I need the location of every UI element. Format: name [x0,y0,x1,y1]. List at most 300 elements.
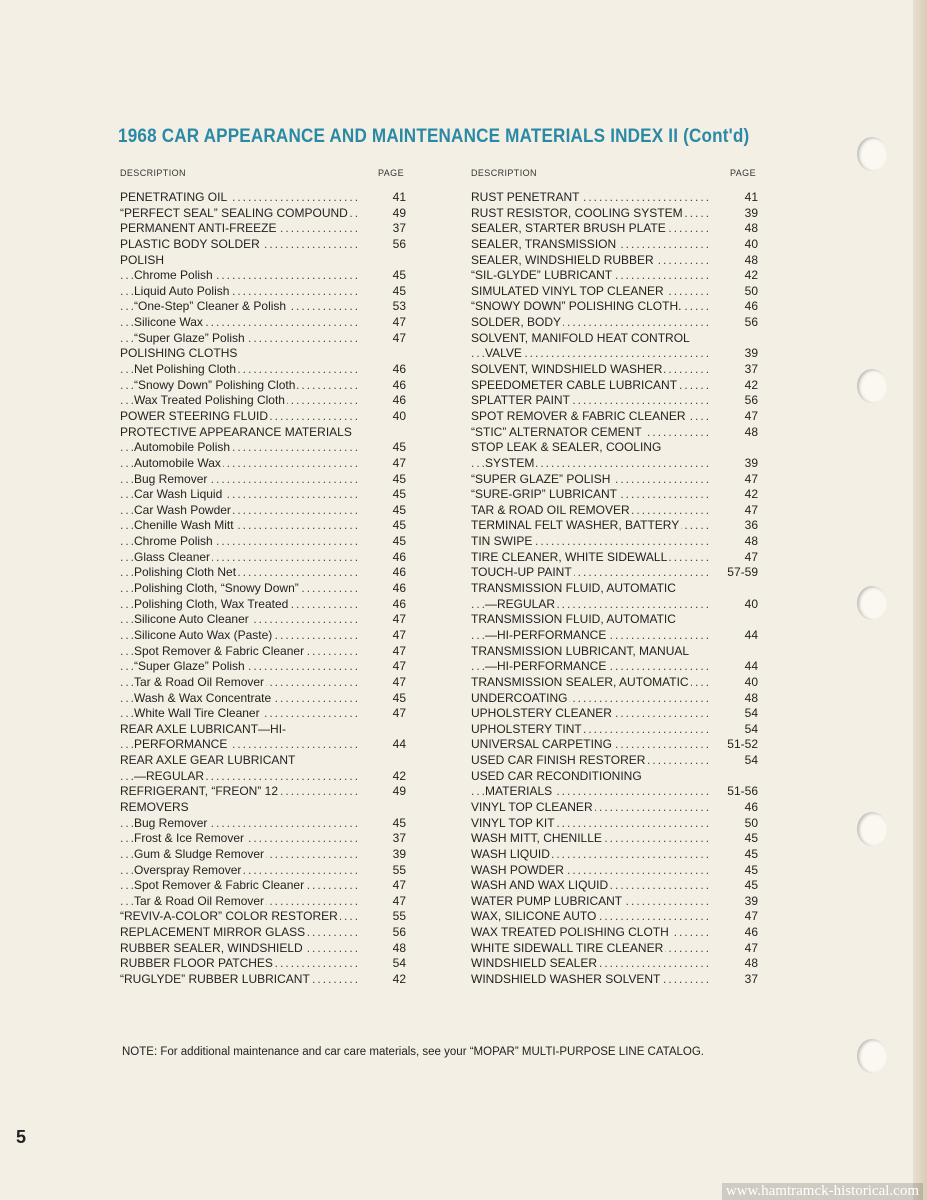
entry-description [120,972,360,988]
entry-label: Liquid Auto Polish [134,283,230,298]
index-entry [120,831,406,847]
index-entry [120,909,406,925]
entry-page: 40 [744,236,758,251]
entry-label: SPOT REMOVER & FABRIC CLEANER [471,408,686,423]
entry-label: —REGULAR [134,768,205,783]
index-entry [471,331,758,347]
index-entry [120,753,406,769]
entry-label: Automobile Polish [134,440,231,455]
index-entry [120,221,406,237]
index-entry [471,221,758,237]
index-entry [471,956,758,972]
index-entry [120,863,406,879]
entry-description [471,956,712,972]
entry-page: 49 [392,205,406,220]
entry-description [471,675,712,691]
entry-description [120,909,360,925]
entry-page: 46 [392,549,406,564]
entry-label: Bug Remover [134,815,208,830]
entry-label: REAR AXLE GEAR LUBRICANT [120,753,296,768]
entry-description [471,206,712,222]
entry-description [471,800,712,816]
index-entry [471,800,758,816]
index-entry [471,378,758,394]
index-entry [471,299,758,315]
index-entry [120,972,406,988]
entry-description [471,284,712,300]
entry-page: 54 [744,753,758,768]
index-entry [471,190,758,206]
entry-label: “One-Step” Cleaner & Polish [134,299,287,314]
entry-description [471,190,712,206]
footnote: NOTE: For additional maintenance and car care materials, see your “MOPAR” MULTI-PURPOSE LINE CATALOG. [122,1046,705,1058]
index-entry [471,534,758,550]
entry-page: 48 [744,534,758,549]
entry-description [471,644,712,660]
entry-description [120,769,360,785]
entry-label: SEALER, STARTER BRUSH PLATE [471,221,666,236]
entry-description [471,878,712,894]
entry-label: Polishing Cloth, “Snowy Down” [134,581,299,596]
entry-label: Net Polishing Cloth [134,362,237,377]
index-entry [120,800,406,816]
entry-description [471,331,712,347]
entry-description [120,863,360,879]
index-entry [120,315,406,331]
index-entry [471,894,758,910]
index-entry [471,612,758,628]
binder-hole [857,369,887,403]
entry-description [120,925,360,941]
entry-label: Polishing Cloth, Wax Treated [134,596,289,611]
entry-description [471,565,712,581]
entry-label: PROTECTIVE APPEARANCE MATERIALS [120,424,352,439]
index-entry [471,941,758,957]
entry-label: TRANSMISSION SEALER, AUTOMATIC [471,674,689,689]
index-entry [471,425,758,441]
index-entry [471,628,758,644]
entry-description [120,816,360,832]
index-list [471,190,758,988]
entry-page: 46 [744,799,758,814]
entry-description [120,440,360,456]
entry-page: 46 [392,362,406,377]
entry-description [120,331,360,347]
entry-page: 44 [744,659,758,674]
entry-page: 36 [744,518,758,533]
index-entry [120,299,406,315]
index-entry [471,706,758,722]
entry-page: 39 [392,846,406,861]
entry-description [120,628,360,644]
entry-page: 54 [392,956,406,971]
entry-label: RUST PENETRANT [471,190,580,204]
entry-label: “SURE-GRIP” LUBRICANT [471,487,618,502]
entry-label: WINDSHIELD WASHER SOLVENT [471,972,661,987]
index-entry [120,956,406,972]
entry-page [712,581,758,597]
entry-label: Tar & Road Oil Remover [134,893,265,908]
entry-page: 40 [744,674,758,689]
index-entry [120,456,406,472]
entry-page: 47 [392,330,406,345]
entry-description [120,565,360,581]
entry-label: SPEEDOMETER CABLE LUBRICANT [471,377,678,392]
index-entry [471,253,758,269]
entry-label: Car Wash Powder [134,502,231,517]
entry-page: 46 [392,393,406,408]
entry-label: USED CAR RECONDITIONING [471,768,642,783]
entry-description [120,675,360,691]
index-entry [471,409,758,425]
entry-description [471,972,712,988]
entry-label: USED CAR FINISH RESTORER [471,753,646,768]
entry-page [712,612,758,628]
entry-description [120,299,360,315]
entry-description [471,409,712,425]
entry-label: TAR & ROAD OIL REMOVER [471,502,630,517]
entry-page: 37 [744,972,758,987]
entry-description [120,503,360,519]
entry-label: SOLVENT, MANIFOLD HEAT CONTROL [471,330,690,345]
entry-description [471,581,712,597]
entry-page: 47 [392,455,406,470]
entry-label: SIMULATED VINYL TOP CLEANER [471,283,664,298]
entry-label: Gum & Sludge Remover [134,846,265,861]
entry-page: 48 [744,221,758,236]
entry-description [471,425,712,441]
entry-description [471,456,712,472]
index-entry [471,237,758,253]
entry-description [471,816,712,832]
entry-description [471,722,712,738]
entry-label: VINYL TOP KIT [471,815,555,830]
entry-label: —REGULAR [485,596,556,611]
entry-label: TERMINAL FELT WASHER, BATTERY [471,518,680,533]
index-entry [471,737,758,753]
entry-page [360,722,406,738]
index-entry [120,206,406,222]
entry-page: 47 [744,471,758,486]
index-entry [120,925,406,941]
index-entry [120,675,406,691]
entry-description [120,737,360,753]
index-entry [471,268,758,284]
entry-page: 39 [744,893,758,908]
entry-label: UNDERCOATING [471,690,568,705]
entry-page: 47 [392,315,406,330]
index-entry [120,346,406,362]
entry-label: “Super Glaze” Polish [134,659,245,674]
entry-label: Silicone Auto Cleaner [134,612,249,627]
entry-description [120,659,360,675]
entry-page: 40 [744,596,758,611]
entry-label: “SNOWY DOWN” POLISHING CLOTH. [471,299,682,314]
entry-label: “PERFECT SEAL” SEALING COMPOUND [120,205,348,220]
entry-page: 45 [392,690,406,705]
entry-page: 45 [744,862,758,877]
watermark: www.hamtramck-historical.com [722,1183,923,1200]
index-entry [471,659,758,675]
entry-label: WASH AND WAX LIQUID [471,878,609,893]
entry-label: SPLATTER PAINT [471,393,570,408]
entry-page: 37 [744,362,758,377]
entry-label: TRANSMISSION FLUID, AUTOMATIC [471,581,676,596]
index-entry [471,565,758,581]
index-entry [471,925,758,941]
entry-description [471,518,712,534]
entry-page: 46 [744,925,758,940]
entry-page: 48 [392,940,406,955]
entry-page: 45 [392,471,406,486]
entry-label: REMOVERS [120,799,189,814]
index-entry [471,769,758,785]
entry-page: 51-52 [727,737,758,752]
entry-description [471,597,712,613]
index-entry [120,472,406,488]
index-entry [120,737,406,753]
index-entry [120,378,406,394]
entry-label: REPLACEMENT MIRROR GLASS [120,925,306,940]
index-entry [471,456,758,472]
index-entry [120,393,406,409]
entry-page: 54 [744,721,758,736]
entry-label: Chenille Wash Mitt [134,518,234,533]
index-entry [471,972,758,988]
entry-label: Car Wash Liquid [134,487,223,502]
entry-page: 56 [744,315,758,330]
index-entry [120,503,406,519]
page-header: PAGE [730,168,756,178]
index-entry [471,831,758,847]
entry-label: “SUPER GLAZE” POLISH [471,471,611,486]
entry-label: RUBBER SEALER, WINDSHIELD [120,940,303,955]
entry-page: 42 [744,487,758,502]
entry-page: 47 [744,408,758,423]
entry-label: Bug Remover [134,471,208,486]
entry-page: 46 [392,565,406,580]
entry-page: 41 [392,190,406,204]
entry-description [471,941,712,957]
page-edge [913,0,927,1200]
index-entry [120,487,406,503]
entry-page: 39 [744,455,758,470]
entry-label: SEALER, WINDSHIELD RUBBER [471,252,654,267]
entry-label: UPHOLSTERY CLEANER [471,706,612,721]
entry-description [120,644,360,660]
entry-page: 50 [744,815,758,830]
entry-description [120,784,360,800]
entry-description [120,800,360,816]
entry-description [120,894,360,910]
index-entry [120,847,406,863]
entry-description [471,628,712,644]
entry-page: 45 [392,534,406,549]
index-entry [120,534,406,550]
entry-label: Tar & Road Oil Remover [134,674,265,689]
index-entry [471,518,758,534]
entry-label: PLASTIC BODY SOLDER [120,236,260,251]
entry-page: 45 [392,502,406,517]
entry-page: 55 [392,909,406,924]
entry-description [120,487,360,503]
entry-label: WAX TREATED POLISHING CLOTH [471,925,669,940]
entry-page: 47 [744,940,758,955]
entry-label: “STIC” ALTERNATOR CEMENT [471,424,642,439]
entry-page: 55 [392,862,406,877]
index-entry [120,706,406,722]
entry-label: Silicone Auto Wax (Paste) [134,627,273,642]
entry-description [120,253,360,269]
entry-label: Spot Remover & Fabric Cleaner [134,643,305,658]
column-header [471,168,758,190]
entry-label: “Super Glaze” Polish [134,330,245,345]
entry-description [120,362,360,378]
entry-page [360,753,406,769]
entry-page: 39 [744,205,758,220]
entry-page: 47 [392,893,406,908]
index-entry [471,597,758,613]
entry-page: 47 [392,612,406,627]
entry-label: “REVIV-A-COLOR” COLOR RESTORER [120,909,338,924]
entry-description [120,534,360,550]
entry-description [471,346,712,362]
entry-label: UPHOLSTERY TINT [471,721,582,736]
entry-label: UNIVERSAL CARPETING [471,737,612,752]
entry-label: Wash & Wax Concentrate [134,690,272,705]
index-entry [471,346,758,362]
entry-page: 42 [392,768,406,783]
entry-label: WASH MITT, CHENILLE [471,831,602,846]
index-entry [120,284,406,300]
entry-page [712,769,758,785]
entry-description [120,691,360,707]
entry-label: Silicone Wax [134,315,203,330]
index-entry [471,753,758,769]
entry-description [471,534,712,550]
entry-description [120,456,360,472]
entry-label: Polishing Cloth Net [134,565,237,580]
entry-page: 50 [744,283,758,298]
entry-page: 56 [392,925,406,940]
entry-description [120,847,360,863]
entry-page: 47 [392,627,406,642]
entry-label: VINYL TOP CLEANER [471,799,593,814]
page-title: 1968 CAR APPEARANCE AND MAINTENANCE MATERIALS INDEX II (Cont'd) [118,126,750,147]
entry-page: 45 [744,878,758,893]
index-entry [120,190,406,206]
index-entry [120,816,406,832]
entry-description [120,409,360,425]
entry-page: 47 [744,549,758,564]
entry-description [471,925,712,941]
index-entry [471,315,758,331]
entry-page: 37 [392,221,406,236]
index-entry [471,487,758,503]
entry-page: 48 [744,424,758,439]
entry-description [471,440,712,456]
entry-page: 53 [392,299,406,314]
entry-label: TOUCH-UP PAINT [471,565,572,580]
entry-description [471,221,712,237]
entry-label: PERFORMANCE [134,737,228,752]
entry-page [360,425,406,441]
entry-page: 47 [744,909,758,924]
entry-description [471,472,712,488]
index-entry [120,894,406,910]
entry-page: 45 [744,831,758,846]
entry-label: WASH POWDER [471,862,564,877]
index-entry [120,268,406,284]
index-entry [471,550,758,566]
index-entry [471,675,758,691]
entry-description [120,706,360,722]
entry-page: 47 [392,878,406,893]
entry-description [471,550,712,566]
entry-description [471,659,712,675]
entry-label: Overspray Remover [134,862,242,877]
index-entry [471,581,758,597]
entry-description [471,909,712,925]
entry-description [120,284,360,300]
entry-description [120,941,360,957]
entry-description [120,472,360,488]
entry-description [471,503,712,519]
entry-page: 42 [744,268,758,283]
entry-description [471,706,712,722]
entry-label: RUST RESISTOR, COOLING SYSTEM [471,205,683,220]
index-entry [120,565,406,581]
entry-description [471,299,712,315]
index-list [120,190,406,988]
entry-page: 44 [744,627,758,642]
entry-page: 41 [744,190,758,204]
entry-page: 37 [392,831,406,846]
entry-description [471,691,712,707]
entry-description [120,581,360,597]
entry-page: 48 [744,956,758,971]
entry-label: RUBBER FLOOR PATCHES [120,956,273,971]
index-entry [471,909,758,925]
entry-description [471,253,712,269]
entry-label: Spot Remover & Fabric Cleaner [134,878,305,893]
entry-page [712,440,758,456]
index-entry [120,425,406,441]
index-entry [471,863,758,879]
index-entry [120,878,406,894]
entry-page [360,346,406,362]
index-entry [120,784,406,800]
index-entry [471,691,758,707]
entry-page [360,800,406,816]
entry-page: 56 [392,236,406,251]
index-entry [471,644,758,660]
entry-description [120,956,360,972]
entry-description [120,346,360,362]
index-entry [120,612,406,628]
entry-label: MATERIALS [485,784,553,799]
entry-page [712,331,758,347]
index-entry [471,472,758,488]
entry-description [120,425,360,441]
entry-page: 45 [392,440,406,455]
entry-page: 46 [392,596,406,611]
binder-hole [857,137,887,171]
entry-page: 42 [392,972,406,987]
entry-page: 46 [744,299,758,314]
entry-label: POLISHING CLOTHS [120,346,238,361]
entry-page [712,644,758,660]
